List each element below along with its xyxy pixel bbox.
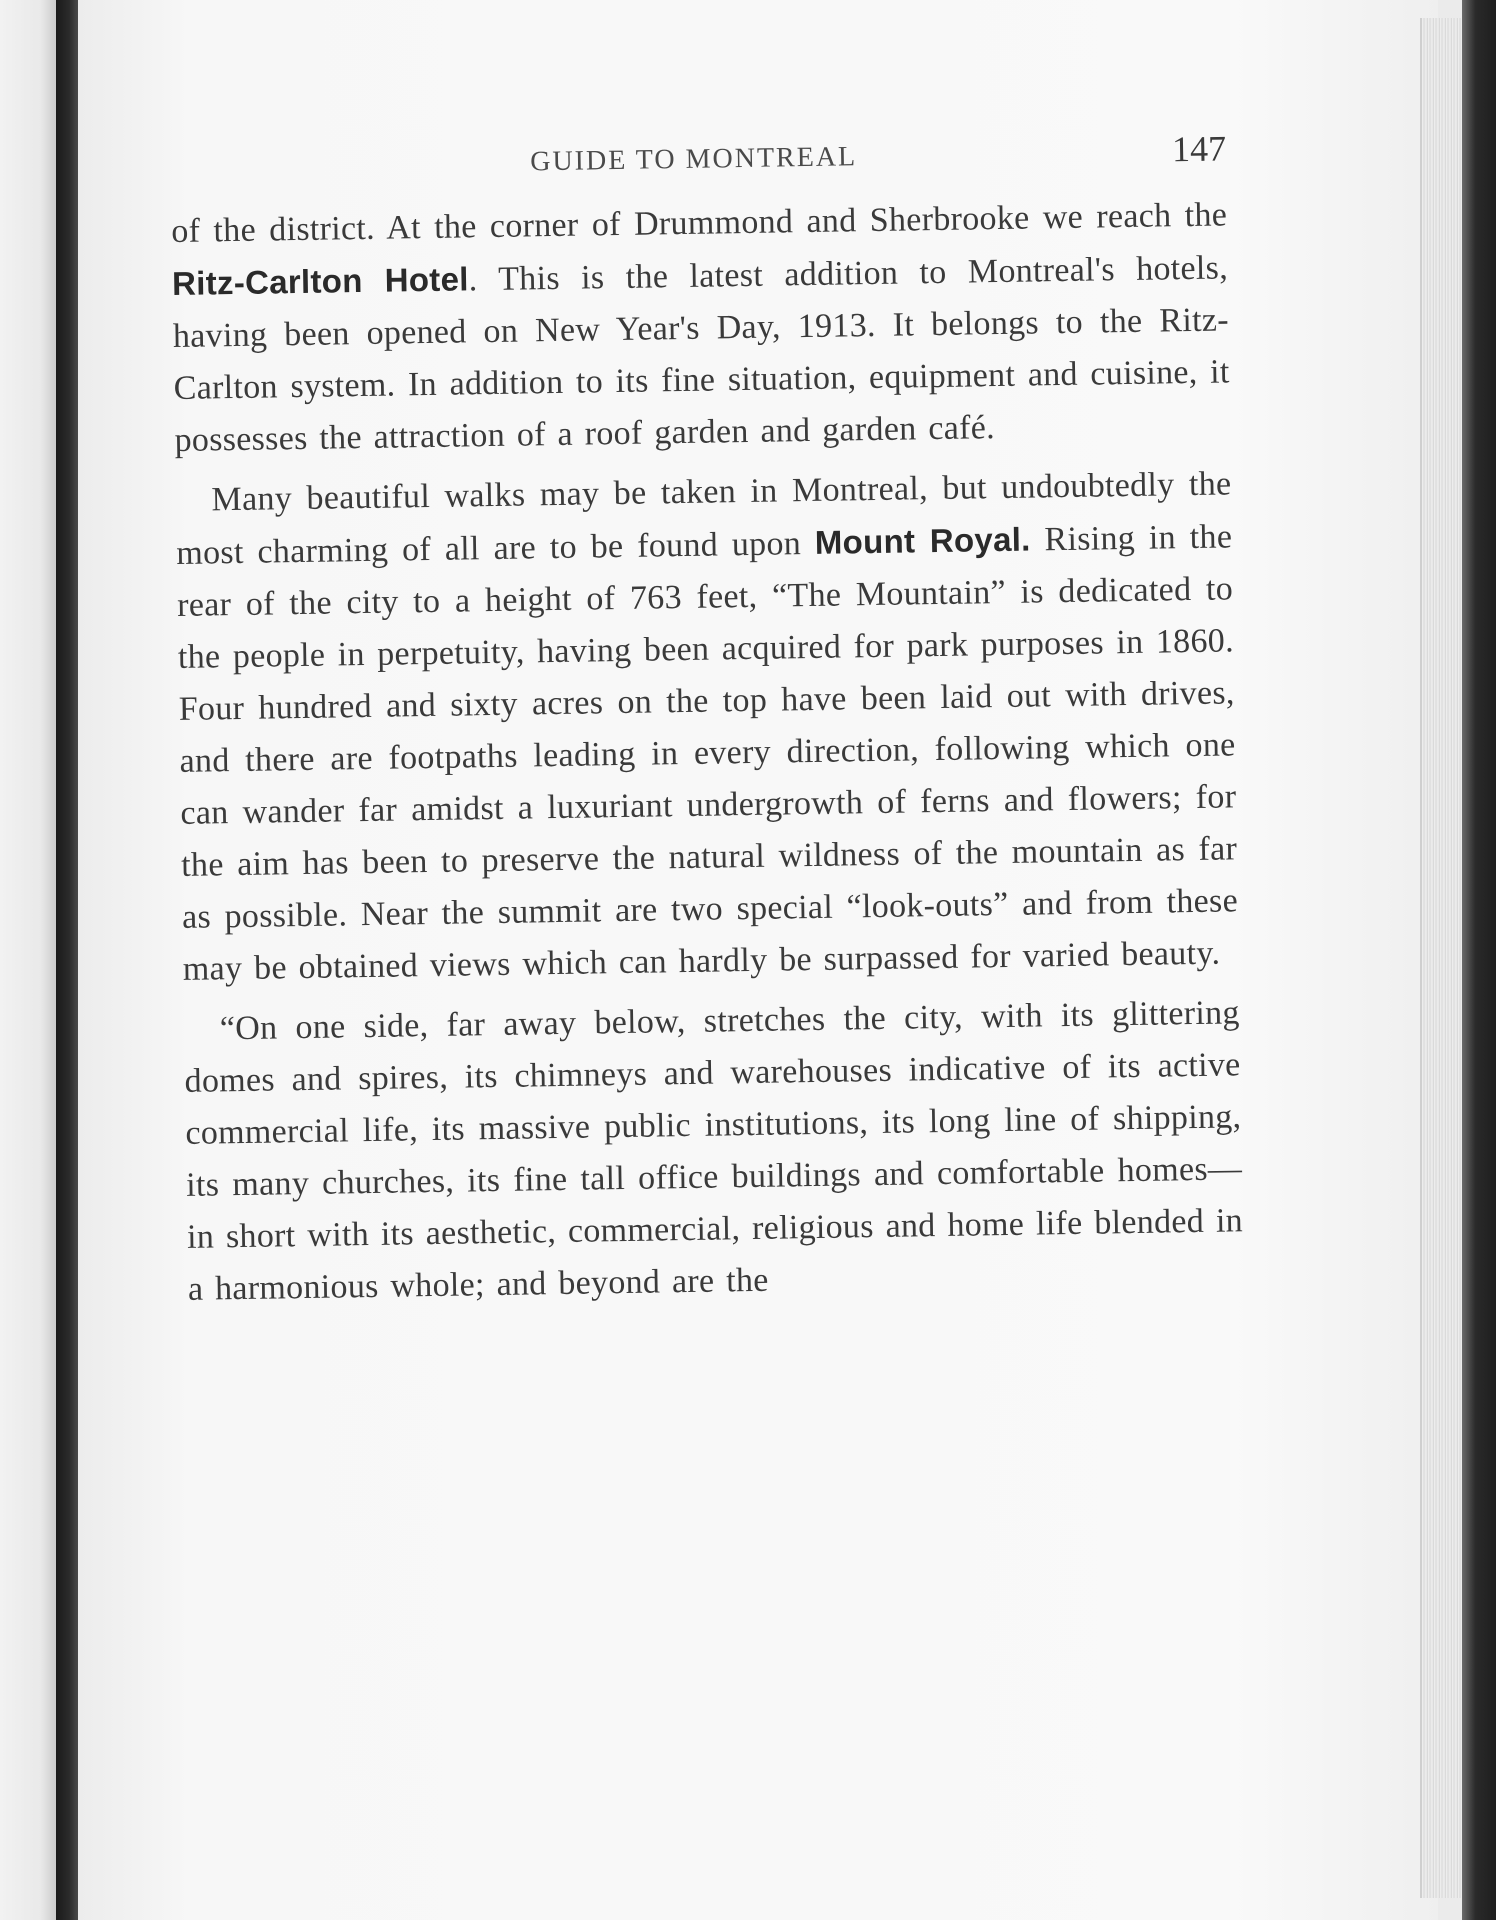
bold-term-ritz-carlton-hotel: Ritz-Carlton Hotel — [171, 260, 469, 302]
paragraph-indent — [184, 1039, 220, 1040]
paragraph-text: Many beautiful walks may be taken in Montreal, but undoubtedly the most charming of all are to be found upon — [176, 465, 1232, 572]
paragraph-text: “On one side, far away below, stretches the city, with its glittering domes and spires, its chimneys and warehouses indicative of its active commercial life, its massive public institutions, its long line of shipping, its many churches, its fine tall office buildings and comfortable homes—in short with its aesthetic, commercial, religious and home life blended in a harmonious whole; and beyond are the — [184, 994, 1244, 1308]
paragraph-text: of the district. At the corner of Drummond and Sherbrooke we reach the — [170, 196, 1228, 250]
paragraph-text: Rising in the rear of the city to a height of 763 feet, “The Mountain” is dedicated to the people in perpetuity, having been acquired for park purposes in 1860. Four hundred and sixty acres on the top have been laid out with drives, and there are footpaths leading in every direction, following which one can wander far amidst a luxuriant undergrowth of ferns and flowers; for the aim has been to preserve the natural wildness of the mountain as far as possible. Near the summit are two special “look-outs” and from these may be obtained views which can hardly be surpassed for varied beauty. — [176, 518, 1239, 988]
paragraph-mount-royal — [175, 458, 1239, 996]
book-gutter — [56, 0, 78, 1920]
bold-term-mount-royal: Mount Royal. — [814, 520, 1031, 561]
running-title: GUIDE TO MONTREAL — [529, 141, 858, 178]
paragraph-indent — [176, 510, 212, 511]
paragraph-city-view-quote — [183, 987, 1244, 1316]
page-number: 147 — [1171, 128, 1227, 170]
book-cover-edge — [1462, 0, 1496, 1920]
paragraph-ritz-carlton — [171, 189, 1231, 467]
paragraph-text: . This is the latest addition to Montreal's hotels, having been opened on New Year's Day, 1913. It belongs to the Ritz-Carlton system. In addition to its fine situation, equipment and cuisine, it possesses the attraction of a roof garden and garden café. — [172, 249, 1230, 459]
page-text-block — [170, 128, 1244, 1315]
left-page-edge — [0, 0, 58, 1920]
